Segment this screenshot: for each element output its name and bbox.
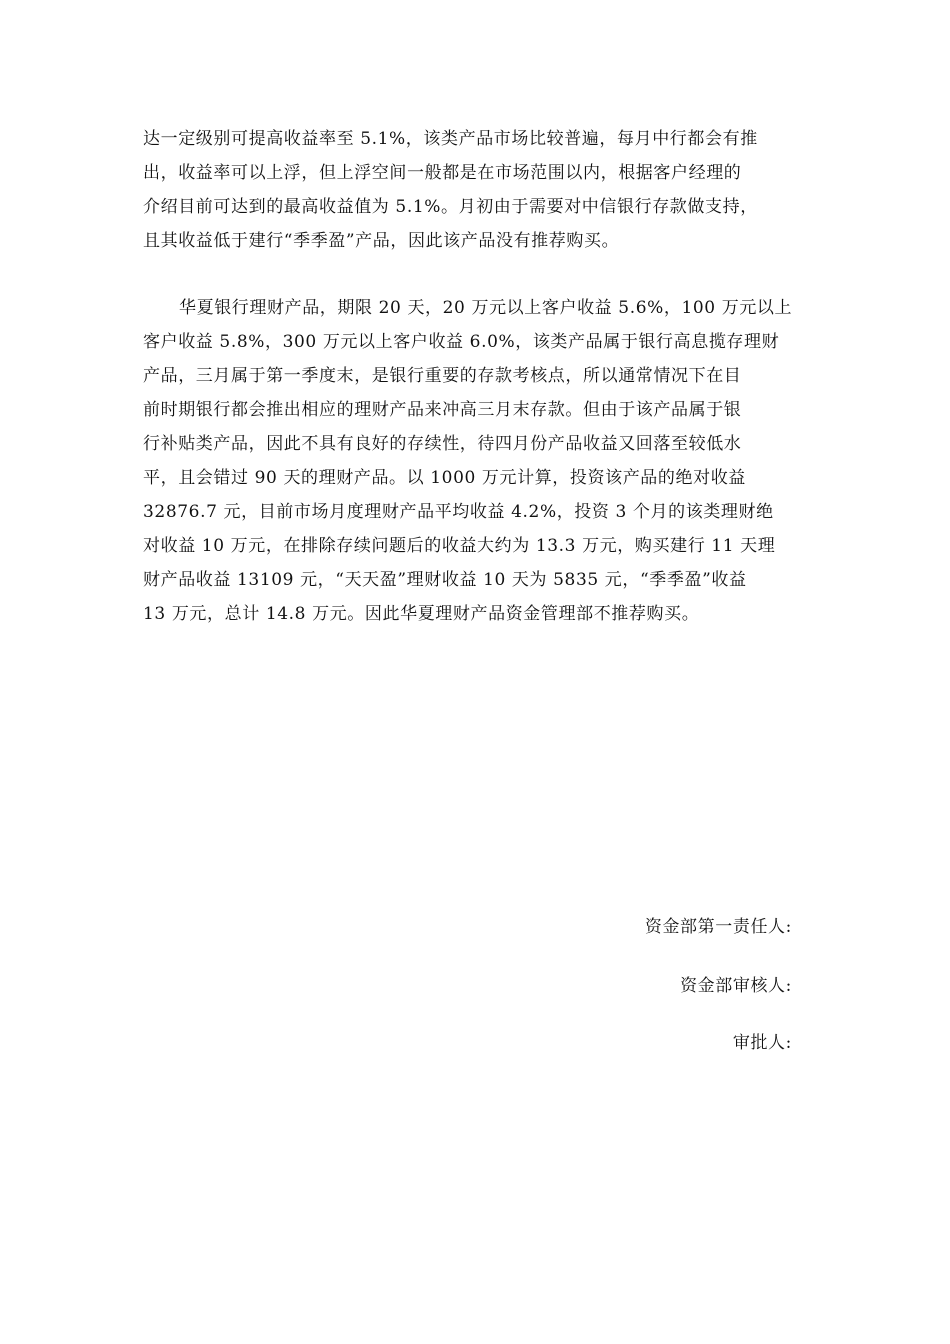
paragraph-line: 且其收益低于建行“季季盈”产品，因此该产品没有推荐购买。 <box>143 231 620 251</box>
paragraph-line: 对收益 10 万元，在排除存续问题后的收益大约为 13.3 万元，购买建行 11 天理 <box>143 536 776 556</box>
paragraph-line: 13 万元，总计 14.8 万元。因此华夏理财产品资金管理部不推荐购买。 <box>143 604 700 624</box>
paragraph-line: 财产品收益 13109 元，“天天盈”理财收益 10 天为 5835 元，“季季盈”收益 <box>143 570 747 590</box>
signature-reviewer: 资金部审核人: <box>680 976 792 996</box>
paragraph-line: 32876.7 元，目前市场月度理财产品平均收益 4.2%，投资 3 个月的该类理财绝 <box>143 502 774 522</box>
signature-first-responsible: 资金部第一责任人: <box>644 917 792 937</box>
paragraph-line: 介绍目前可达到的最高收益值为 5.1%。月初由于需要对中信银行存款做支持， <box>143 197 758 217</box>
signature-approver: 审批人: <box>732 1033 792 1053</box>
paragraph-huaxia-product <box>143 291 808 631</box>
paragraph-line: 前时期银行都会推出相应的理财产品来冲高三月末存款。但由于该产品属于银 <box>143 400 742 420</box>
paragraph-line: 客户收益 5.8%，300 万元以上客户收益 6.0%，该类产品属于银行高息揽存理财 <box>143 332 780 352</box>
paragraph-line: 行补贴类产品，因此不具有良好的存续性，待四月份产品收益又回落至较低水 <box>143 434 742 454</box>
paragraph-line: 达一定级别可提高收益率至 5.1%，该类产品市场比较普遍，每月中行都会有推 <box>143 129 758 149</box>
paragraph-line: 华夏银行理财产品，期限 20 天，20 万元以上客户收益 5.6%，100 万元以上 <box>179 298 793 318</box>
paragraph-line: 产品，三月属于第一季度末，是银行重要的存款考核点，所以通常情况下在目 <box>143 366 742 386</box>
paragraph-line: 平，且会错过 90 天的理财产品。以 1000 万元计算，投资该产品的绝对收益 <box>143 468 746 488</box>
paragraph-bocom-product <box>143 122 808 258</box>
paragraph-line: 出，收益率可以上浮，但上浮空间一般都是在市场范围以内，根据客户经理的 <box>143 163 742 183</box>
